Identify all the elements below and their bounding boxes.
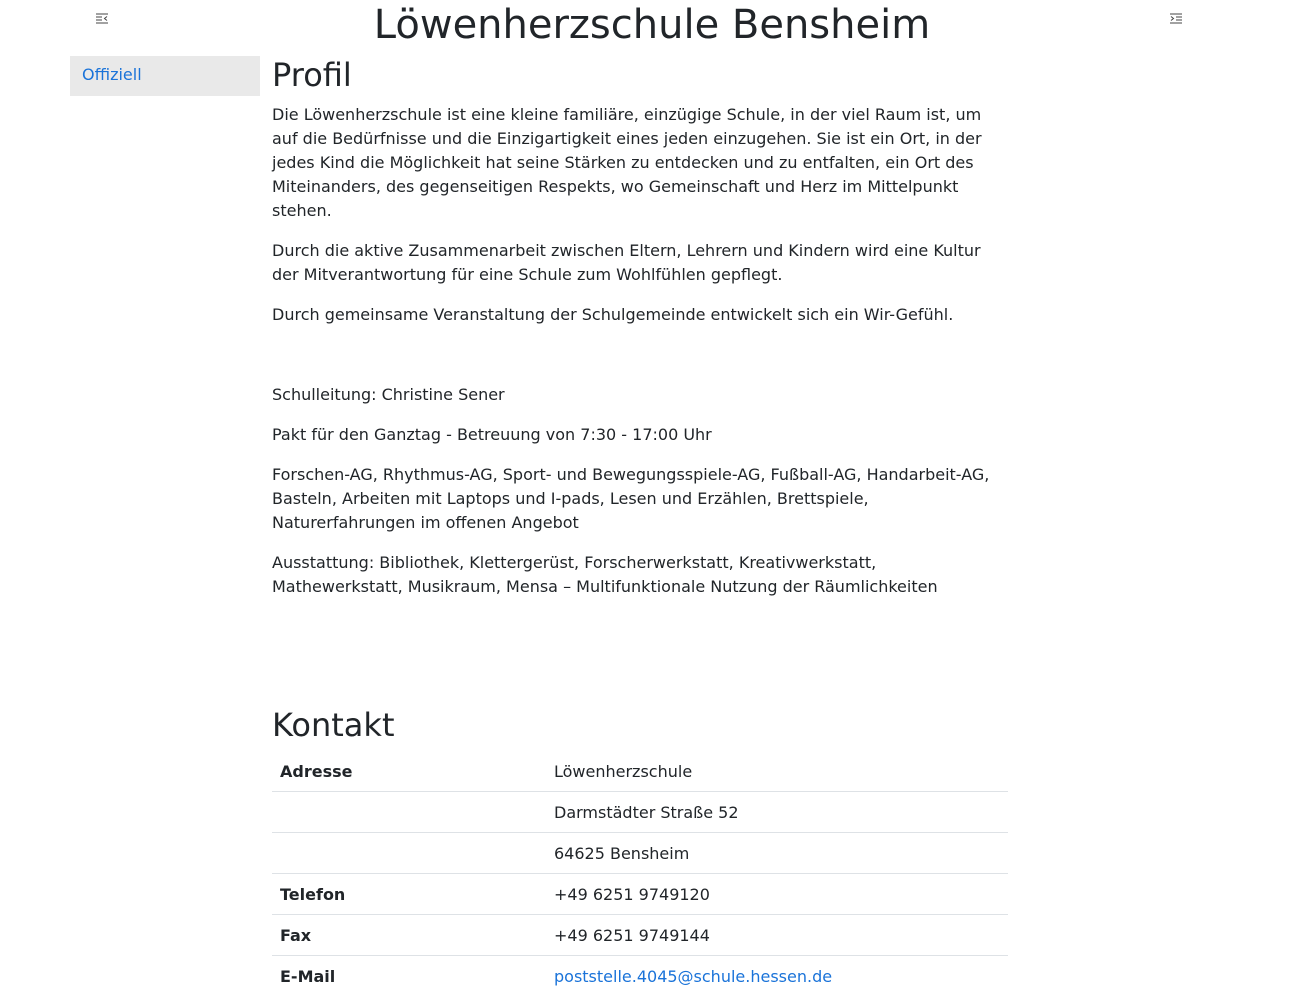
site-title: Löwenherzschule Bensheim <box>0 2 1304 48</box>
table-row <box>272 792 1008 833</box>
contact-value: Darmstädter Straße 52 <box>546 792 1008 833</box>
contact-value: 64625 Bensheim <box>546 833 1008 874</box>
contact-value-phone: +49 6251 9749120 <box>546 874 1008 915</box>
table-row <box>272 915 1008 956</box>
contact-label <box>272 833 546 874</box>
activities-text: Forschen-AG, Rhythmus-AG, Sport- und Bewegungsspiele-AG, Fußball-AG, Handarbeit-AG, Basteln, Arbeiten mit Laptops und I-pads, Lesen und Erzählen, Brettspiele, Naturerfahrungen im offenen Angebot <box>272 463 994 535</box>
sidebar-item-offiziell[interactable]: Offiziell <box>70 56 260 96</box>
care-hours-text: Pakt für den Ganztag - Betreuung von 7:30 - 17:00 Uhr <box>272 423 994 447</box>
table-row <box>272 751 1008 792</box>
contact-table <box>272 751 1008 996</box>
toggle-right-sidebar-button[interactable] <box>1169 10 1185 26</box>
profile-paragraph: Durch die aktive Zusammenarbeit zwischen Eltern, Lehrern und Kindern wird eine Kultur der Mitverantwortung für eine Schule zum Wohlfühlen gepflegt. <box>272 239 994 287</box>
contact-label-address: Adresse <box>272 751 546 792</box>
contact-heading: Kontakt <box>272 703 1008 747</box>
table-row <box>272 833 1008 874</box>
menu-expand-icon <box>1169 11 1183 25</box>
contact-value-email <box>546 956 1008 996</box>
profile-paragraph: Durch gemeinsame Veranstaltung der Schulgemeinde entwickelt sich ein Wir-Gefühl. <box>272 303 994 327</box>
profile-heading: Profil <box>272 55 1008 95</box>
contact-label-fax: Fax <box>272 915 546 956</box>
school-leader-text: Schulleitung: Christine Sener <box>272 383 994 407</box>
table-row <box>272 956 1008 996</box>
spacer <box>272 615 1008 703</box>
contact-label-phone: Telefon <box>272 874 546 915</box>
contact-label <box>272 792 546 833</box>
table-row <box>272 874 1008 915</box>
contact-value-fax: +49 6251 9749144 <box>546 915 1008 956</box>
spacer <box>272 343 1008 383</box>
equipment-text: Ausstattung: Bibliothek, Klettergerüst, Forscherwerkstatt, Kreativwerkstatt, Mathewerkstatt, Musikraum, Mensa – Multifunktionale Nutzung der Räumlichkeiten <box>272 551 994 599</box>
contact-value: Löwenherzschule <box>546 751 1008 792</box>
profile-paragraph: Die Löwenherzschule ist eine kleine familiäre, einzügige Schule, in der viel Raum ist, um auf die Bedürfnisse und die Einzigartigkeit eines jeden einzugehen. Sie ist ein Ort, in der jedes Kind die Möglichkeit hat seine Stärken zu entdecken und zu entfalten, ein Ort des Miteinanders, des gegenseitigen Respekts, wo Gemeinschaft und Herz im Mittelpunkt stehen. <box>272 103 994 223</box>
main-content <box>272 55 1008 996</box>
sidebar <box>70 56 260 96</box>
email-link[interactable]: poststelle.4045@schule.hessen.de <box>554 967 832 986</box>
contact-label-email: E-Mail <box>272 956 546 996</box>
